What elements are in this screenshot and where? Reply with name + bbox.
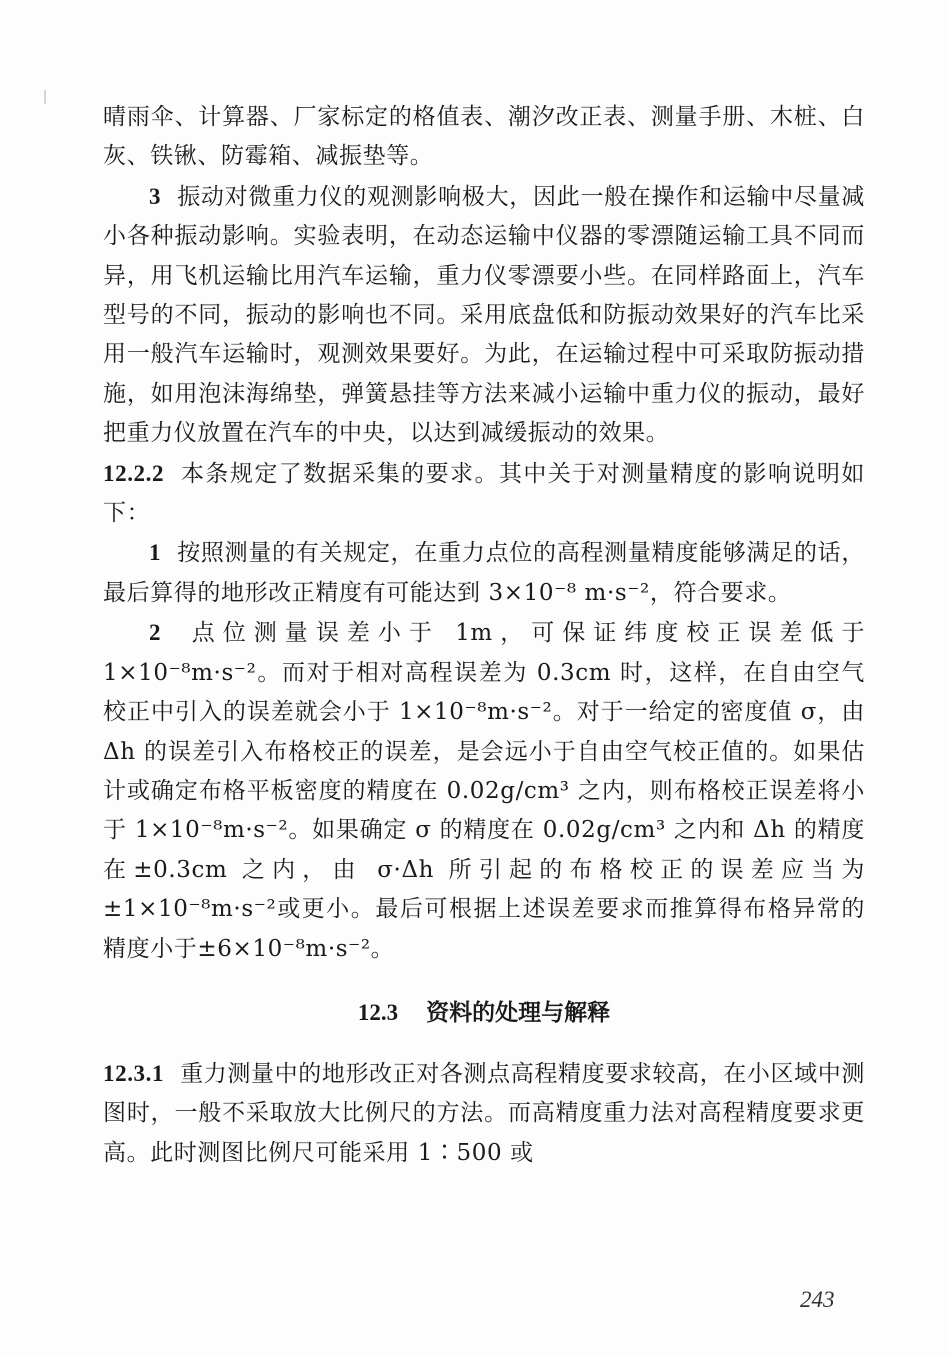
clause-12-3-1 (103, 1054, 865, 1173)
paragraph-text: 晴雨伞、计算器、厂家标定的格值表、潮汐改正表、测量手册、木桩、白灰、铁锹、防霉箱、减振垫等。 (103, 104, 865, 170)
clause-number: 12.2.2 (103, 460, 165, 486)
clause-number: 12.3.1 (103, 1060, 165, 1086)
section-title: 资料的处理与解释 (426, 998, 611, 1026)
paragraph-equipment-list (103, 98, 865, 177)
paragraph-item-2 (103, 613, 865, 969)
item-number: 3 (149, 183, 162, 209)
scan-artifact-mark (44, 90, 46, 104)
paragraph-text: 本条规定了数据采集的要求。其中关于对测量精度的影响说明如下： (103, 460, 865, 527)
item-number: 2 (149, 620, 162, 646)
paragraph-text: 重力测量中的地形改正对各测点高程精度要求较高，在小区域中测图时，一般不采取放大比例尺的方法。而高精度重力法对高程精度要求更高。此时测图比例尺可能采用 1∶500 或 (103, 1060, 865, 1166)
paragraph-text: 按照测量的有关规定，在重力点位的高程测量精度能够满足的话，最后算得的地形改正精度有可能达到 3×10⁻⁸ m·s⁻²，符合要求。 (103, 540, 865, 606)
paragraph-text: 振动对微重力仪的观测影响极大，因此一般在操作和运输中尽量减小各种振动影响。实验表明，在动态运输中仪器的零漂随运输工具不同而异，用飞机运输比用汽车运输，重力仪零漂要小些。在同样路面上，汽车型号的不同，振动的影响也不同。采用底盘低和防振动效果好的汽车比采用一般汽车运输时，观测效果要好。为此，在运输过程中可采取防振动措施，如用泡沫海绵垫，弹簧悬挂等方法来减小运输中重力仪的振动，最好把重力仪放置在汽车的中央，以达到减缓振动的效果。 (103, 183, 865, 447)
page-number: 243 (800, 1287, 835, 1312)
document-page (103, 98, 865, 1173)
clause-12-2-2 (103, 454, 865, 534)
paragraph-vibration (103, 177, 865, 454)
item-number: 1 (149, 540, 162, 566)
section-number: 12.3 (357, 999, 399, 1025)
section-heading (103, 993, 865, 1032)
paragraph-text: 点位测量误差小于 1m，可保证纬度校正误差低于 1×10⁻⁸m·s⁻²。而对于相对高程误差为 0.3cm 时，这样，在自由空气校正中引入的误差就会小于 1×10⁻⁸m·s⁻²。对于一给定的密度值 σ，由 Δh 的误差引入布格校正的误差，是会远小于自由空气校正值的。如果估计或确定布格平板密度的精度在 0.02g/cm³ 之内，则布格校正误差将小于 1×10⁻⁸m·s⁻²。如果确定 σ 的精度在 0.02g/cm³ 之内和 Δh 的精度在±0.3cm 之内，由 σ·Δh 所引起的布格校正的误差应当为±1×10⁻⁸m·s⁻²或更小。最后可根据上述误差要求而推算得布格异常的精度小于±6×10⁻⁸m·s⁻²。 (103, 620, 865, 962)
paragraph-item-1 (103, 533, 865, 613)
